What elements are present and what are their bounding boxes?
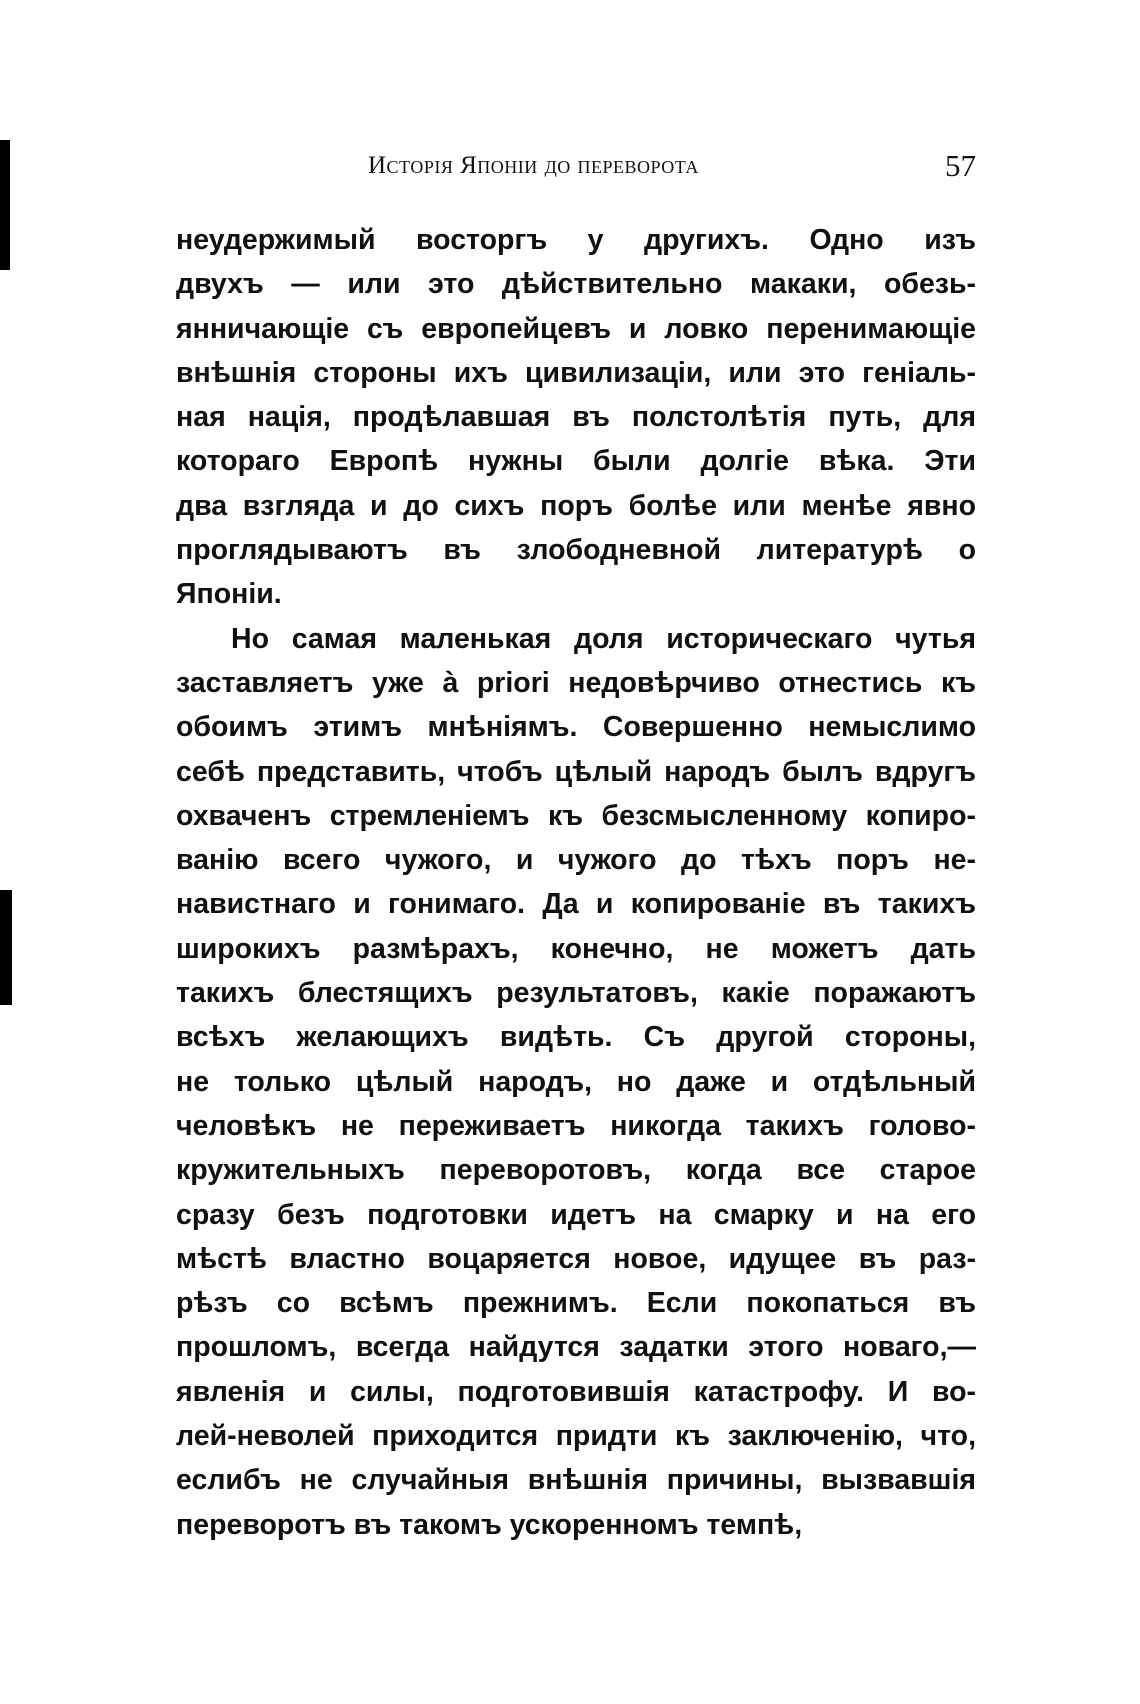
text-line: сразу безъ подготовки идетъ на смарку и на его: [176, 1198, 976, 1231]
text-line: широкихъ размѣрахъ, конечно, не можетъ дать: [176, 932, 976, 965]
page-number: 57: [945, 148, 976, 183]
text-line: заставляетъ уже à priori недовѣрчиво отнестись къ: [176, 666, 976, 699]
text-line: ванію всего чужого, и чужого до тѣхъ поръ не-: [176, 844, 976, 877]
text-line: не только цѣлый народъ, но даже и отдѣльный: [176, 1065, 976, 1098]
text-line: Но самая маленькая доля историческаго чутья: [231, 622, 976, 655]
text-line: лей-неволей приходится придти къ заключенію, что,: [176, 1420, 976, 1453]
text-line: прошломъ, всегда найдутся задатки этого новаго,—: [176, 1331, 976, 1364]
text-line: еслибъ не случайныя внѣшнія причины, вызвавшія: [176, 1464, 976, 1497]
text-line: переворотъ въ такомъ ускоренномъ темпѣ,: [176, 1508, 803, 1541]
text-line: ная нація, продѣлавшая въ полстолѣтія путь, для: [176, 401, 976, 434]
text-line: охваченъ стремленіемъ къ безсмысленному копиро-: [176, 799, 976, 832]
text-line: обоимъ этимъ мнѣніямъ. Совершенно немыслимо: [176, 711, 976, 744]
text-line: янничающіе съ европейцевъ и ловко перенимающіе: [176, 312, 976, 345]
margin-scan-mark-middle: [0, 890, 12, 1005]
text-line: Японіи.: [176, 578, 282, 611]
text-line: навистнаго и гонимаго. Да и копированіе въ такихъ: [176, 888, 976, 921]
text-line: такихъ блестящихъ результатовъ, какіе поражаютъ: [176, 977, 976, 1010]
text-line: человѣкъ не переживаетъ никогда такихъ голово-: [176, 1109, 976, 1142]
text-line: проглядываютъ въ злободневной литературѣ о: [176, 534, 976, 567]
text-line: неудержимый восторгъ у другихъ. Одно изъ: [176, 224, 976, 256]
text-line: двухъ — или это дѣйствительно макаки, обезь-: [176, 268, 976, 301]
text-line: всѣхъ желающихъ видѣть. Съ другой стороны,: [176, 1021, 976, 1054]
text-line: мѣстѣ властно воцаряется новое, идущее въ раз-: [176, 1242, 976, 1275]
body-text: [176, 218, 976, 1547]
text-line: себѣ представить, чтобъ цѣлый народъ былъ вдругъ: [176, 755, 976, 788]
running-title: Исторія Японіи до переворота: [368, 152, 699, 179]
page-header: [176, 148, 976, 196]
text-line: два взгляда и до сихъ поръ болѣе или менѣе явно: [176, 489, 976, 522]
text-line: внѣшнія стороны ихъ цивилизаціи, или это геніаль-: [176, 356, 976, 389]
text-line: рѣзъ со всѣмъ прежнимъ. Если покопаться въ: [176, 1287, 976, 1320]
text-line: явленія и силы, подготовившія катастрофу. И во-: [176, 1375, 976, 1408]
text-line: кружительныхъ переворотовъ, когда все старое: [176, 1154, 976, 1187]
margin-scan-mark-top: [0, 140, 10, 270]
text-line: котораго Европѣ нужны были долгіе вѣка. Эти: [176, 445, 976, 478]
